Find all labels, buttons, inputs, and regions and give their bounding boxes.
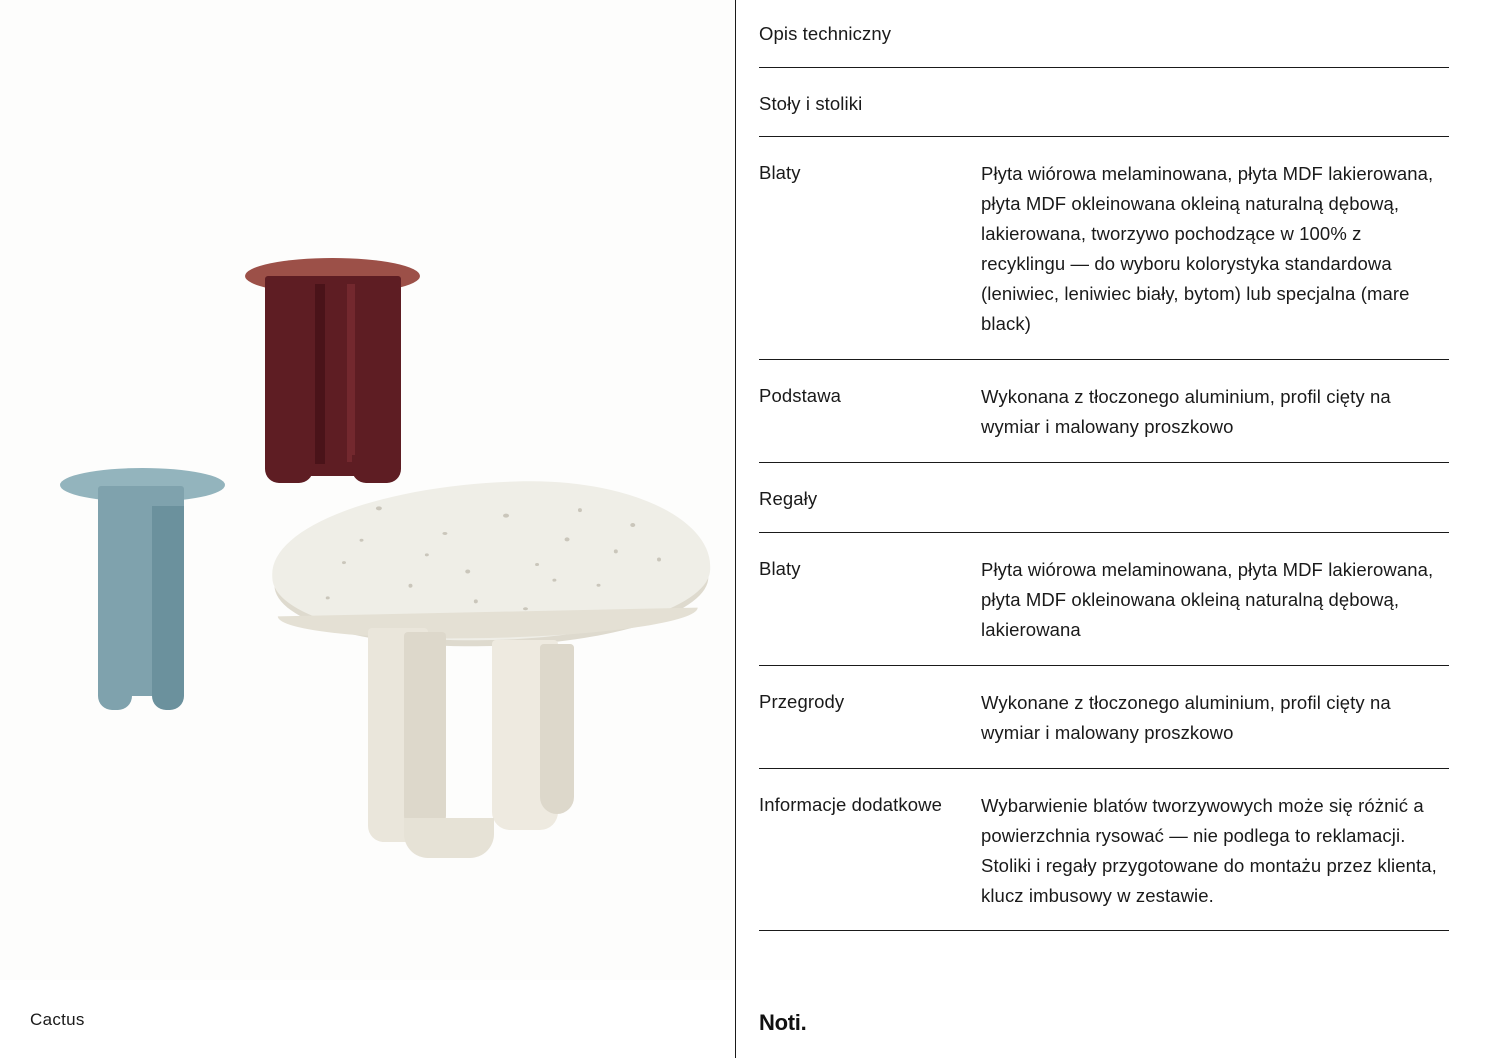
terrazzo-table-leg-right-back bbox=[540, 644, 574, 814]
product-caption: Cactus bbox=[30, 1010, 85, 1029]
row-label: Regały bbox=[759, 488, 818, 510]
furniture-illustration bbox=[0, 0, 735, 980]
row-value: Wykonana z tłoczonego aluminium, profil cięty na wymiar i malowany proszkowo bbox=[981, 386, 1391, 438]
brand-logo: Noti. bbox=[759, 1010, 807, 1035]
row-value: Płyta wiórowa melaminowana, płyta MDF lakierowana, płyta MDF okleinowana okleiną naturalną dębową, lakierowana, tworzywo pochodzące w 100% z recyklingu — do wyboru kolorystyka standardowa (leniwiec, leniwiec biały, bytom) lub specjalna (mare black) bbox=[981, 163, 1434, 335]
row-label: Informacje dodatkowe bbox=[759, 793, 942, 815]
red-side-table-foot-left bbox=[265, 455, 313, 483]
row-label: Opis techniczny bbox=[759, 23, 892, 44]
terrazzo-table-foot bbox=[404, 818, 494, 858]
table-row bbox=[759, 463, 1449, 533]
blue-side-table-foot-right bbox=[152, 680, 184, 710]
row-label: Podstawa bbox=[759, 385, 842, 407]
table-row bbox=[759, 0, 1449, 68]
row-label: Przegrody bbox=[759, 690, 845, 712]
table-row bbox=[759, 533, 1449, 666]
terrazzo-table-leg-left-back bbox=[404, 632, 446, 832]
row-label: Blaty bbox=[759, 557, 801, 579]
table-row bbox=[759, 769, 1449, 932]
blue-side-table-base bbox=[98, 486, 184, 696]
row-value: Płyta wiórowa melaminowana, płyta MDF lakierowana, płyta MDF okleinowana okleiną naturalną dębową, lakierowana bbox=[981, 558, 1434, 640]
product-photo bbox=[0, 0, 735, 980]
table-row bbox=[759, 360, 1449, 463]
product-image-panel bbox=[0, 0, 735, 1058]
blue-side-table-foot-left bbox=[98, 680, 132, 710]
spec-table bbox=[759, 0, 1449, 931]
table-row bbox=[759, 137, 1449, 360]
table-row bbox=[759, 666, 1449, 769]
row-value: Wykonane z tłoczonego aluminium, profil cięty na wymiar i malowany proszkowo bbox=[981, 691, 1391, 743]
red-side-table-foot-right bbox=[352, 455, 401, 483]
row-label: Stoły i stoliki bbox=[759, 92, 863, 114]
table-row bbox=[759, 68, 1449, 138]
red-side-table-base bbox=[265, 276, 401, 476]
row-value: Wybarwienie blatów tworzywowych może się różnić a powierzchnia rysować — nie podlega to reklamacji. Stoliki i regały przygotowane do montażu przez klienta, klucz imbusowy w zestawie. bbox=[981, 794, 1437, 906]
specification-panel bbox=[735, 0, 1497, 1058]
row-label: Blaty bbox=[759, 162, 801, 184]
